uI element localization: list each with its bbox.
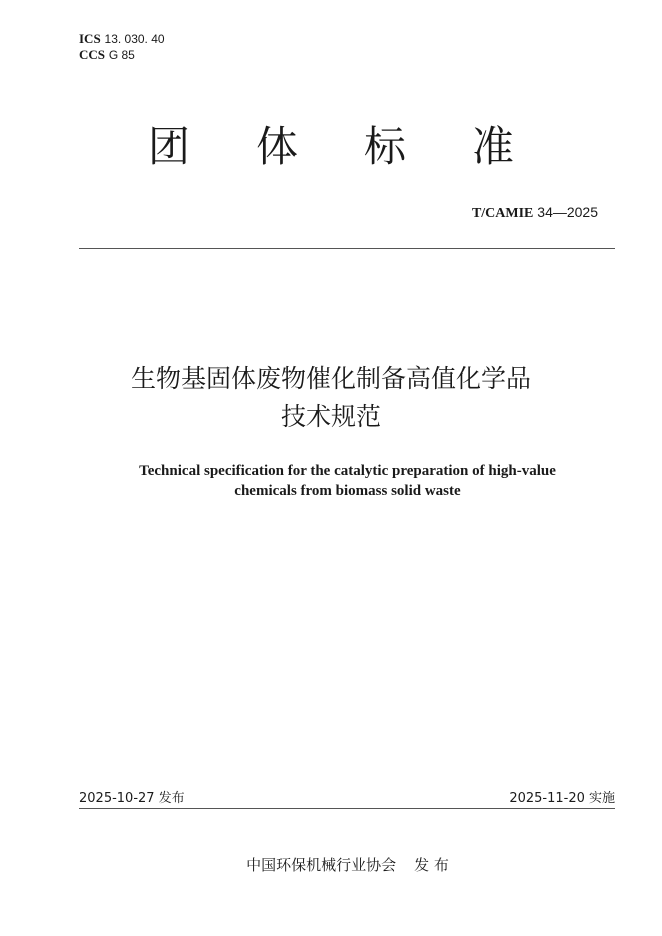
ccs-label: CCS: [79, 47, 106, 62]
publisher-action: 发 布: [414, 856, 449, 874]
standard-type-char: 团: [147, 122, 190, 171]
standard-type-char: 体: [255, 122, 298, 171]
bottom-divider: [79, 808, 615, 809]
publisher: [0, 854, 662, 875]
ics-value: 13. 030. 40: [104, 32, 165, 46]
chinese-title-line: 生物基固体废物催化制备高值化学品: [130, 364, 531, 393]
publisher-name: 中国环保机械行业协会: [246, 856, 397, 874]
classification-codes: [79, 31, 165, 63]
chinese-title-line: 技术规范: [280, 402, 381, 431]
standard-type-char: 准: [472, 122, 515, 171]
standard-number-suffix: 34—2025: [533, 204, 598, 220]
english-title-line: chemicals from biomass solid waste: [234, 483, 461, 499]
issue-date: 2025-10-27 发布: [79, 791, 185, 806]
implementation-date: 2025-11-20 实施: [509, 791, 615, 806]
ics-code: [79, 31, 165, 47]
english-title-line: Technical specification for the catalytic preparation of high-value: [139, 463, 556, 479]
ics-label: ICS: [79, 31, 101, 46]
english-title: [0, 461, 662, 501]
standard-type-heading: [0, 122, 662, 172]
ccs-code: [79, 47, 165, 63]
chinese-title: [0, 360, 662, 436]
standard-type-char: 标: [364, 122, 407, 171]
ccs-value: G 85: [108, 48, 135, 62]
standard-number-prefix: T/CAMIE: [471, 206, 534, 221]
standard-number: [472, 204, 598, 222]
top-divider: [79, 248, 615, 249]
